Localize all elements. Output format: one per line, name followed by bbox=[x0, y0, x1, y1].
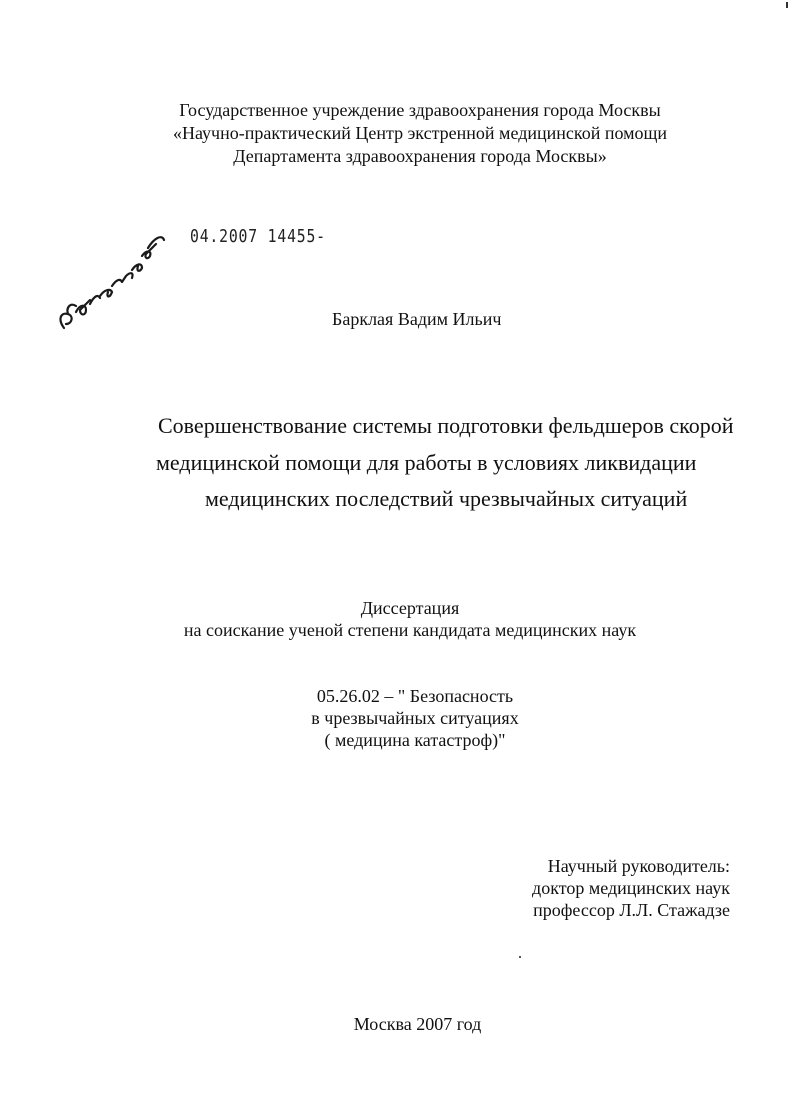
specialty-line-2: в чрезвычайных ситуациях bbox=[311, 708, 519, 728]
registration-stamp: 04.2007 14455- bbox=[190, 226, 326, 247]
advisor-name: профессор Л.Л. Стажадзе bbox=[533, 900, 730, 920]
dissertation-label: Диссертация bbox=[360, 598, 460, 618]
title-line-3: медицинских последствий чрезвычайных ситуаций bbox=[205, 486, 688, 511]
dissertation-block bbox=[180, 597, 640, 641]
author-name: Барклая Вадим Ильич bbox=[332, 309, 502, 329]
specialty-line-1: 05.26.02 – " Безопасность bbox=[316, 686, 514, 706]
title-line-2: медицинской помощи для работы в условиях ликвидации bbox=[156, 450, 697, 475]
scan-corner-mark bbox=[786, 2, 788, 8]
handwritten-signature bbox=[50, 220, 170, 335]
institution-line-1: Государственное учреждение здравоохранения города Москвы bbox=[179, 100, 661, 120]
institution-header bbox=[100, 99, 740, 168]
specialty-block bbox=[270, 685, 560, 751]
specialty-line-3: ( медицина катастроф)" bbox=[324, 730, 506, 750]
advisor-role: Научный руководитель: bbox=[547, 856, 730, 876]
title-line-1: Совершенствование системы подготовки фельдшеров скорой bbox=[158, 413, 734, 438]
advisor-block bbox=[500, 855, 730, 921]
institution-line-3: Департамента здравоохранения города Москвы» bbox=[233, 146, 607, 166]
advisor-degree: доктор медицинских наук bbox=[532, 878, 730, 898]
dissertation-degree: на соискание ученой степени кандидата медицинских наук bbox=[183, 620, 637, 640]
institution-line-2: «Научно-практический Центр экстренной медицинской помощи bbox=[172, 123, 668, 143]
city-year: Москва 2007 год bbox=[353, 1014, 482, 1034]
scan-speck bbox=[519, 956, 521, 958]
